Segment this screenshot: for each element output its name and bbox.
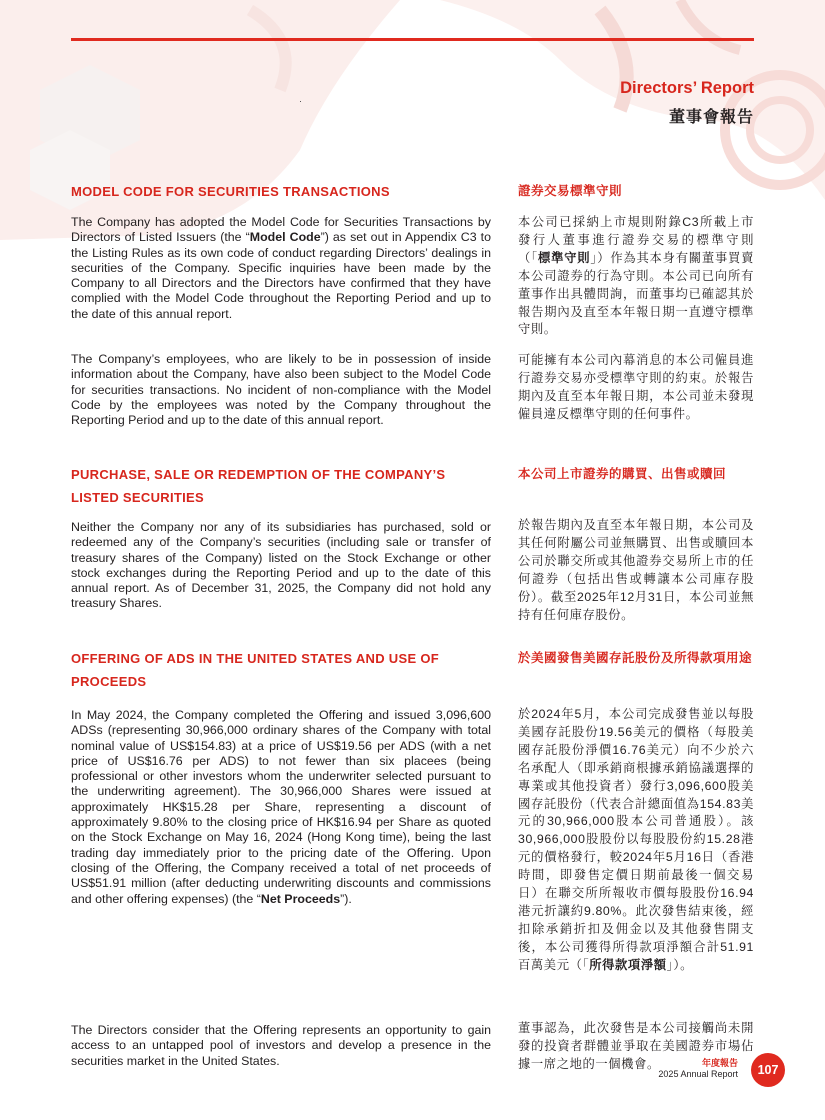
page-title-en: Directors’ Report — [620, 79, 754, 97]
model-code-paragraph-2-en: The Company’s employees, who are likely to be in possession of inside information about the Company, have also been subject to the Model Code for securities transactions. No incident of non-compliance with the Model Code by the employees was noted by the Company throughout the Reporting Period and up to the date of this annual report. — [71, 352, 491, 428]
offering-paragraph-1-en: In May 2024, the Company completed the Offering and issued 3,096,600 ADSs (representing 30,966,000 ordinary shares of the Company with total nominal value of US$154.83) at a price of US$19.56 per ADS (with a net price of US$16.76 per ADS) to not fewer than six placees (being professional or other investors whom the underwriter selected pursuant to the underwriting agreement). The 30,966,000 Shares were issued at approximately HK$15.28 per Share, representing a discount of approximately 9.80% to the closing price of HK$16.94 per Share as quoted on the Stock Exchange on May 16, 2024 (Hong Kong time), being the last trading day immediately prior to the pricing date of the Offering. Upon closing of the Offering, the Company received a total of net proceeds of US$51.91 million (after deducting underwriting discounts and commissions and other offering expenses) (the “Net Proceeds”). — [71, 708, 491, 906]
page-title-zh: 董事會報告 — [668, 109, 754, 126]
offering-paragraph-2-en: The Directors consider that the Offering represents an opportunity to gain access to an untapped pool of investors and develop a presence in the securities market in the United States. — [71, 1023, 491, 1068]
model-code-paragraph-2-zh: 可能擁有本公司內幕消息的本公司僱員進行證券交易亦受標準守則的約束。於報告期內及直至本年報日期，本公司並未發現僱員違反標準守則的任何事件。 — [518, 353, 754, 421]
purchase-paragraph-zh: 於報告期內及直至本年報日期，本公司及其任何附屬公司並無購買、出售或贖回本公司於聯交所或其他證券交易所上市的任何證券（包括出售或轉讓本公司庫存股份）。截至2025年12月31日，本公司並無持有任何庫存股份。 — [518, 518, 754, 622]
footer-label-en: 2025 Annual Report — [658, 1069, 738, 1079]
heading-model-code-zh: 證券交易標準守則 — [518, 184, 623, 198]
model-code-paragraph-1-zh: 本公司已採納上市規則附錄C3所載上市發行人董事進行證券交易的標準守則（「標準守則」）作為其本身有關董事買賣本公司證券的行為守則。本公司已向所有董事作出具體問詢，而董事均已確認其於報告期內及直至本年報日期一直遵守標準守則。 — [518, 215, 754, 337]
heading-purchase-zh: 本公司上市證券的購買、出售或贖回 — [518, 467, 727, 481]
heading-offering-en: OFFERING OF ADS IN THE UNITED STATES AND USE OF PROCEEDS — [71, 651, 439, 689]
heading-offering-zh: 於美國發售美國存託股份及所得款項用途 — [518, 651, 753, 665]
offering-paragraph-1-zh: 於2024年5月，本公司完成發售並以每股美國存託股份19.56美元的價格（每股美國存託股份淨價16.76美元）向不少於六名承配人（即承銷商根據承銷協議選擇的專業或其他投資者）發行3,096,600股美國存託股份（代表合計總面值為154.83美元的30,966,000股本公司普通股）。該30,966,000股股份以每股股份約15.28港元的價格發行，較2024年5月16日（香港時間，即發售定價日期前最後一個交易日）在聯交所所報收市價每股股份16.94港元折讓約9.80%。此次發售結束後，經扣除承銷折扣及佣金以及其他發售開支後，本公司獲得所得款項淨額合計51.91百萬美元（「所得款項淨額」）。 — [518, 707, 754, 972]
page-number-badge: 107 — [751, 1053, 785, 1087]
footer-label-zh: 年度報告 — [701, 1058, 738, 1068]
header-rule — [71, 38, 754, 41]
heading-purchase-en: PURCHASE, SALE OR REDEMPTION OF THE COMPANY’S LISTED SECURITIES — [71, 467, 446, 505]
purchase-paragraph-en: Neither the Company nor any of its subsidiaries has purchased, sold or redeemed any of the Company’s securities (including sale or transfer of treasury shares of the Company) listed on the Stock Exchange or other stock exchanges during the Reporting Period and up to the date of this annual report. As of December 31, 2025, the Company did not hold any treasury Shares. — [71, 520, 491, 611]
decorative-dot — [300, 101, 301, 102]
model-code-paragraph-1-en: The Company has adopted the Model Code for Securities Transactions by Directors of Listed Issuers (the “Model Code”) as set out in Appendix C3 to the Listing Rules as its own code of conduct regarding Directors’ dealings in securities of the Company. Specific inquiries have been made by the Company to all Directors and the Directors have confirmed that they have complied with the Model Code throughout the Reporting Period and up to the date of this annual report. — [71, 215, 491, 321]
heading-model-code-en: MODEL CODE FOR SECURITIES TRANSACTIONS — [71, 184, 390, 199]
offering-paragraph-2-zh: 董事認為，此次發售是本公司接觸尚未開發的投資者群體並爭取在美國證券市場佔據一席之地的一個機會。 — [518, 1021, 754, 1071]
